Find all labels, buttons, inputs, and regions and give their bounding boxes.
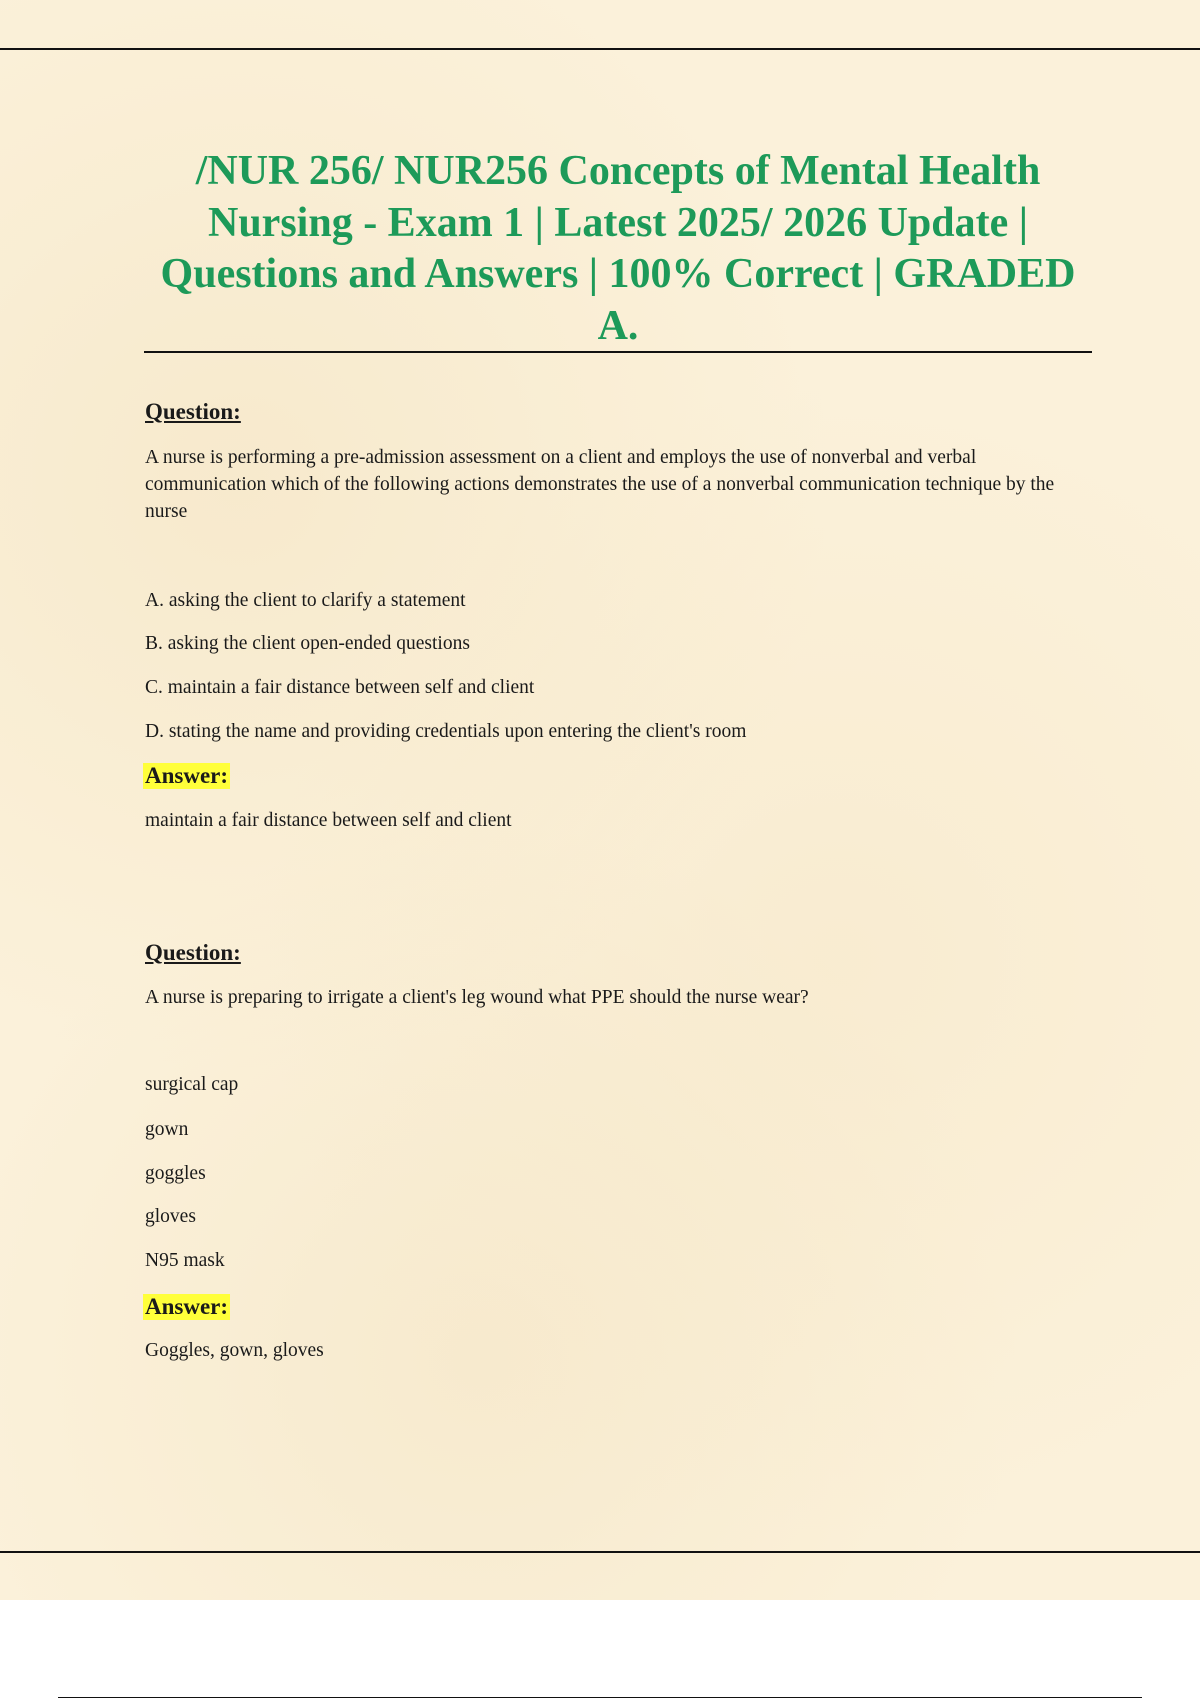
answer-text: Goggles, gown, gloves: [145, 1340, 324, 1361]
question-text: A nurse is preparing to irrigate a client's leg wound what PPE should the nurse wear?: [145, 987, 809, 1008]
answer-label: Answer:: [145, 1294, 229, 1319]
question-label: Question:: [145, 399, 241, 424]
answer-option: D. stating the name and providing credentials upon entering the client's room: [145, 721, 747, 742]
question-label: Question:: [145, 940, 241, 965]
answer-text: maintain a fair distance between self and client: [145, 810, 512, 831]
question-text: A nurse is performing a pre-admission assessment on a client and employs the use of nonverbal and verbal communication which of the following actions demonstrates the use of a nonverbal communication technique by the nurse: [145, 447, 1055, 522]
page-bottom-divider: [0, 1551, 1200, 1553]
footer-divider: [58, 1697, 1142, 1698]
answer-option: gloves: [145, 1206, 196, 1227]
answer-option: gown: [145, 1119, 189, 1140]
answer-option: A. asking the client to clarify a statement: [145, 590, 466, 611]
top-divider: [0, 48, 1200, 50]
answer-label: Answer:: [145, 763, 229, 788]
title-underline: [144, 351, 1092, 353]
answer-option: C. maintain a fair distance between self and client: [145, 677, 535, 698]
answer-option: surgical cap: [145, 1074, 239, 1095]
answer-option: goggles: [145, 1163, 206, 1184]
answer-option: N95 mask: [145, 1250, 225, 1271]
answer-option: B. asking the client open-ended questions: [145, 633, 470, 654]
document-title: /NUR 256/ NUR256 Concepts of Mental Health Nursing - Exam 1 | Latest 2025/ 2026 Update | Questions and Answers | 100% Correct | GRADED A.: [160, 148, 1076, 349]
